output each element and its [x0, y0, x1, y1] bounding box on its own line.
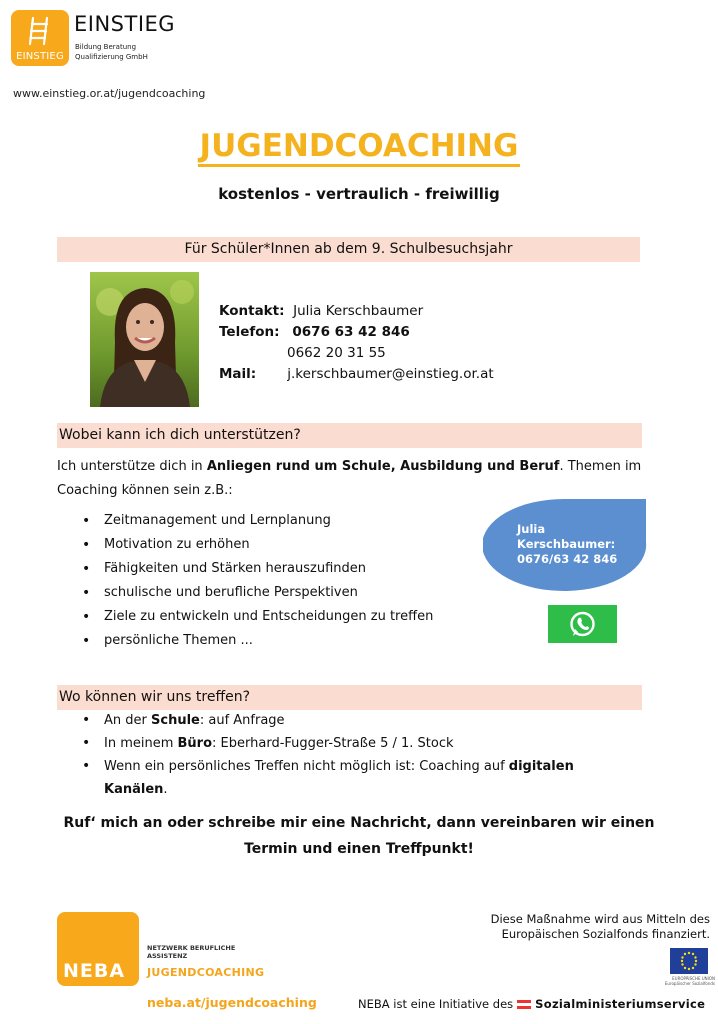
audience-banner: Für Schüler*Innen ab dem 9. Schulbesuchsjahr: [57, 237, 640, 262]
neba-url[interactable]: neba.at/jugendcoaching: [147, 995, 317, 1010]
contact-photo: [90, 272, 199, 407]
list-item: • Wenn ein persönliches Treffen nicht möglich ist: Coaching auf digitalen Kanälen.: [80, 755, 624, 801]
list-item: • In meinem Büro: Eberhard-Fugger-Straße 5 / 1. Stock: [80, 732, 640, 755]
logo-text: EINSTIEG: [16, 51, 64, 62]
austria-flag-icon: [517, 1000, 531, 1009]
meeting-heading: Wo können wir uns treffen?: [57, 685, 642, 710]
support-topic-list: [80, 509, 433, 653]
whatsapp-button[interactable]: [548, 605, 617, 643]
support-heading: Wobei kann ich dich unterstützen?: [57, 423, 642, 448]
page-subtitle: kostenlos - vertraulich - freiwillig: [218, 185, 500, 203]
contact-name: Julia Kerschbaumer: [293, 303, 424, 319]
list-item: • Fähigkeiten und Stärken herauszufinden: [80, 557, 433, 581]
ladder-icon: [27, 16, 51, 46]
list-item: • Zeitmanagement und Lernplanung: [80, 509, 433, 533]
phone-secondary[interactable]: 0662 20 31 55: [287, 345, 386, 361]
mail-address[interactable]: j.kerschbaumer@einstieg.or.at: [287, 366, 494, 382]
contact-label: Kontakt:: [219, 303, 285, 319]
contact-block: [219, 301, 494, 385]
list-item: • Ziele zu entwickeln und Entscheidungen zu treffen: [80, 605, 433, 629]
website-url[interactable]: www.einstieg.or.at/jugendcoaching: [13, 87, 206, 100]
whatsapp-icon: [548, 605, 617, 643]
mail-label: Mail:: [219, 366, 257, 382]
initiative-note: NEBA ist eine Initiative des Sozialministeriumservice: [358, 997, 706, 1011]
phone-primary[interactable]: 0676 63 42 846: [292, 324, 410, 340]
list-item: • Motivation zu erhöhen: [80, 533, 433, 557]
neba-logo-text: NEBA: [63, 960, 126, 982]
brand-name: EINSTIEG: [74, 12, 176, 36]
support-intro: Ich unterstütze dich in Anliegen rund um Schule, Ausbildung und Beruf. Themen im Coaching können sein z.B.:: [57, 459, 642, 498]
eu-flag-icon: [670, 948, 708, 974]
brand-subtitle: Bildung Beratung Qualifizierung GmbH: [75, 43, 148, 61]
list-item: • An der Schule: auf Anfrage: [80, 709, 640, 732]
page-title: JUGENDCOACHING: [0, 128, 718, 164]
neba-network-text: NETZWERK BERUFLICHE ASSISTENZ: [147, 944, 236, 960]
bubble-text: Julia Kerschbaumer: 0676/63 42 846: [517, 522, 618, 566]
meeting-location-list: [80, 709, 640, 801]
neba-jugendcoaching: JUGENDCOACHING: [147, 966, 265, 979]
einstieg-logo: [11, 10, 69, 66]
list-item: • schulische und berufliche Perspektiven: [80, 581, 433, 605]
list-item: • persönliche Themen ...: [80, 629, 433, 653]
neba-logo: [57, 912, 139, 986]
funding-note: Diese Maßnahme wird aus Mitteln des Europäischen Sozialfonds finanziert.: [490, 912, 710, 941]
call-to-action: Ruf‘ mich an oder schreibe mir eine Nachricht, dann vereinbaren wir einen Termin und einen Treffpunkt!: [63, 815, 655, 857]
phone-label: Telefon:: [219, 324, 280, 340]
eu-caption: EUROPÄISCHE UNION Europäischer Sozialfonds: [664, 976, 715, 986]
